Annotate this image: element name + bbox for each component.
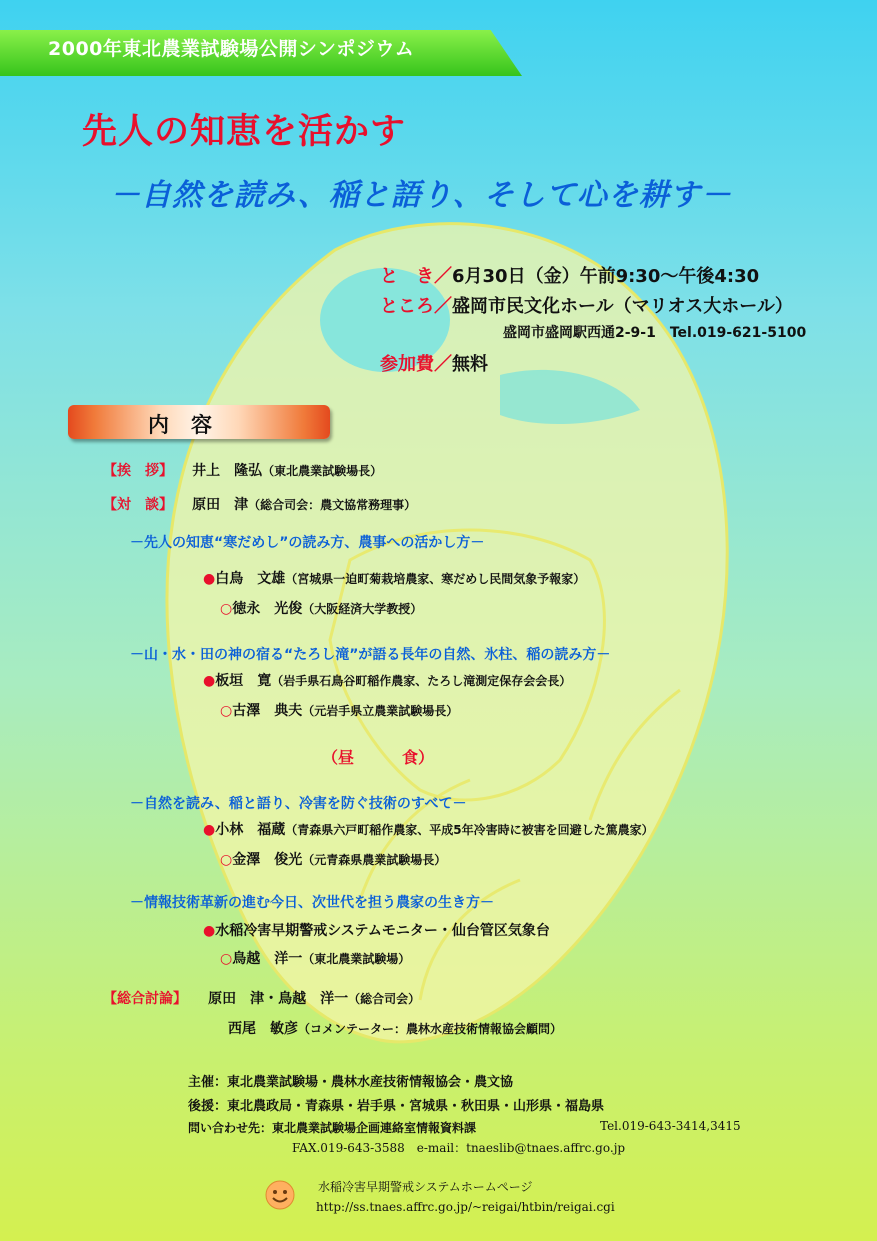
commentator-name: 西尾 敏彦: [228, 1021, 298, 1037]
filled-bullet: ●: [203, 923, 216, 939]
fee-row: [380, 350, 488, 376]
discussion-role: （総合司会）: [348, 992, 421, 1006]
greeting-name: 井上 隆弘: [192, 463, 263, 479]
greeting-role: （東北農業試験場長）: [262, 464, 383, 478]
time-label: と き／: [380, 266, 452, 287]
panelist-role: （元岩手県立農業試験場長）: [302, 704, 459, 718]
panelist-row: [220, 948, 410, 968]
panelist-name: 板垣 寛: [215, 673, 272, 689]
dialogue-label: 【対 談】: [103, 497, 173, 513]
panelist-row: [203, 568, 585, 588]
place-value: 盛岡市民文化ホール（マリオス大ホール）: [452, 296, 793, 317]
panelist-name: 小林 福蔵: [215, 822, 286, 838]
subtitle: －自然を読み、稲と語り、そして心を耕す－: [110, 178, 732, 213]
panelist-name: 白鳥 文雄: [215, 571, 286, 587]
contact-line: 問い合わせ先：東北農業試験場企画連絡室情報資料課: [188, 1121, 477, 1135]
commentator-row: [228, 1018, 562, 1038]
smiley-icon: [265, 1180, 295, 1210]
lunch-break: （昼 食）: [322, 748, 435, 767]
contact-fax-email: FAX.019-643-3588 e-mail：tnaeslib@tnaes.affrc.go.jp: [292, 1141, 626, 1155]
panelist-role: （元青森県農業試験場長）: [302, 853, 447, 867]
host-line: 主催：東北農業試験場・農林水産技術情報協会・農文協: [188, 1075, 514, 1090]
filled-bullet: ●: [203, 571, 216, 587]
place-row: [380, 292, 793, 318]
place-label: ところ／: [380, 296, 452, 317]
panelist-role: （東北農業試験場）: [302, 952, 411, 966]
panelist-row: [220, 849, 446, 869]
panelist-role: （岩手県石鳥谷町稲作農家、たろし滝測定保存会会長）: [271, 674, 572, 688]
discussion-row: [103, 988, 420, 1008]
panelist-name: 金澤 俊光: [232, 852, 303, 868]
filled-bullet: ●: [203, 822, 216, 838]
panelist-row: [203, 920, 550, 940]
panelist-name: 鳥越 洋一: [232, 951, 303, 967]
topic-3: －自然を読み、稲と語り、冷害を防ぐ技術のすべて－: [130, 796, 467, 812]
main-title: 先人の知恵を活かす: [82, 112, 407, 152]
topic-1: －先人の知恵“寒だめし”の読み方、農事への活かし方－: [130, 535, 485, 551]
discussion-label: 【総合討論】: [103, 991, 187, 1007]
homepage-label: 水稲冷害早期警戒システムホームページ: [318, 1180, 533, 1194]
panelist-row: [203, 670, 571, 690]
commentator-role: （コメンテーター：農林水産技術情報協会顧問）: [298, 1022, 563, 1036]
fee-label: 参加費／: [380, 354, 452, 375]
dialogue-name: 原田 津: [192, 497, 249, 513]
panelist-name: 古澤 典夫: [232, 703, 303, 719]
open-bullet: ○: [220, 601, 233, 617]
topic-4: －情報技術革新の進む今日、次世代を担う農家の生き方－: [130, 895, 494, 911]
homepage-url[interactable]: http://ss.tnaes.affrc.go.jp/~reigai/htbin/reigai.cgi: [316, 1200, 615, 1214]
greeting-row: [103, 460, 382, 480]
contact-tel: Tel.019-643-3414,3415: [600, 1119, 741, 1133]
panelist-row: [220, 700, 458, 720]
support-line: 後援：東北農政局・青森県・岩手県・宮城県・秋田県・山形県・福島県: [188, 1099, 605, 1114]
panelist-row: [203, 819, 654, 839]
topic-2: －山・水・田の神の宿る“たろし滝”が語る長年の自然、氷柱、稲の読み方－: [130, 647, 611, 663]
section-title: 内容: [148, 413, 234, 437]
filled-bullet: ●: [203, 673, 216, 689]
dialogue-row: [103, 494, 416, 514]
fee-value: 無料: [452, 354, 488, 375]
time-row: [380, 262, 759, 288]
panelist-row: [220, 598, 422, 618]
greeting-label: 【挨 拶】: [103, 463, 173, 479]
open-bullet: ○: [220, 852, 233, 868]
panelist-name: 徳永 光俊: [232, 601, 303, 617]
open-bullet: ○: [220, 951, 233, 967]
time-value: 6月30日（金）午前9:30～午後4:30: [452, 266, 760, 287]
address: 盛岡市盛岡駅西通2-9-1 Tel.019-621-5100: [503, 325, 807, 341]
panelist-name: 水稲冷害早期警戒システムモニター・仙台管区気象台: [215, 923, 550, 939]
panelist-role: （大阪経済大学教授）: [302, 602, 423, 616]
banner-title: 2000年東北農業試験場公開シンポジウム: [48, 38, 415, 60]
panelist-role: （宮城県一迫町菊栽培農家、寒だめし民間気象予報家）: [285, 572, 586, 586]
open-bullet: ○: [220, 703, 233, 719]
discussion-name: 原田 津・鳥越 洋一: [208, 991, 349, 1007]
panelist-role: （青森県六戸町稲作農家、平成5年冷害時に被害を回避した篤農家）: [285, 823, 654, 837]
dialogue-role: （総合司会：農文協常務理事）: [248, 498, 417, 512]
